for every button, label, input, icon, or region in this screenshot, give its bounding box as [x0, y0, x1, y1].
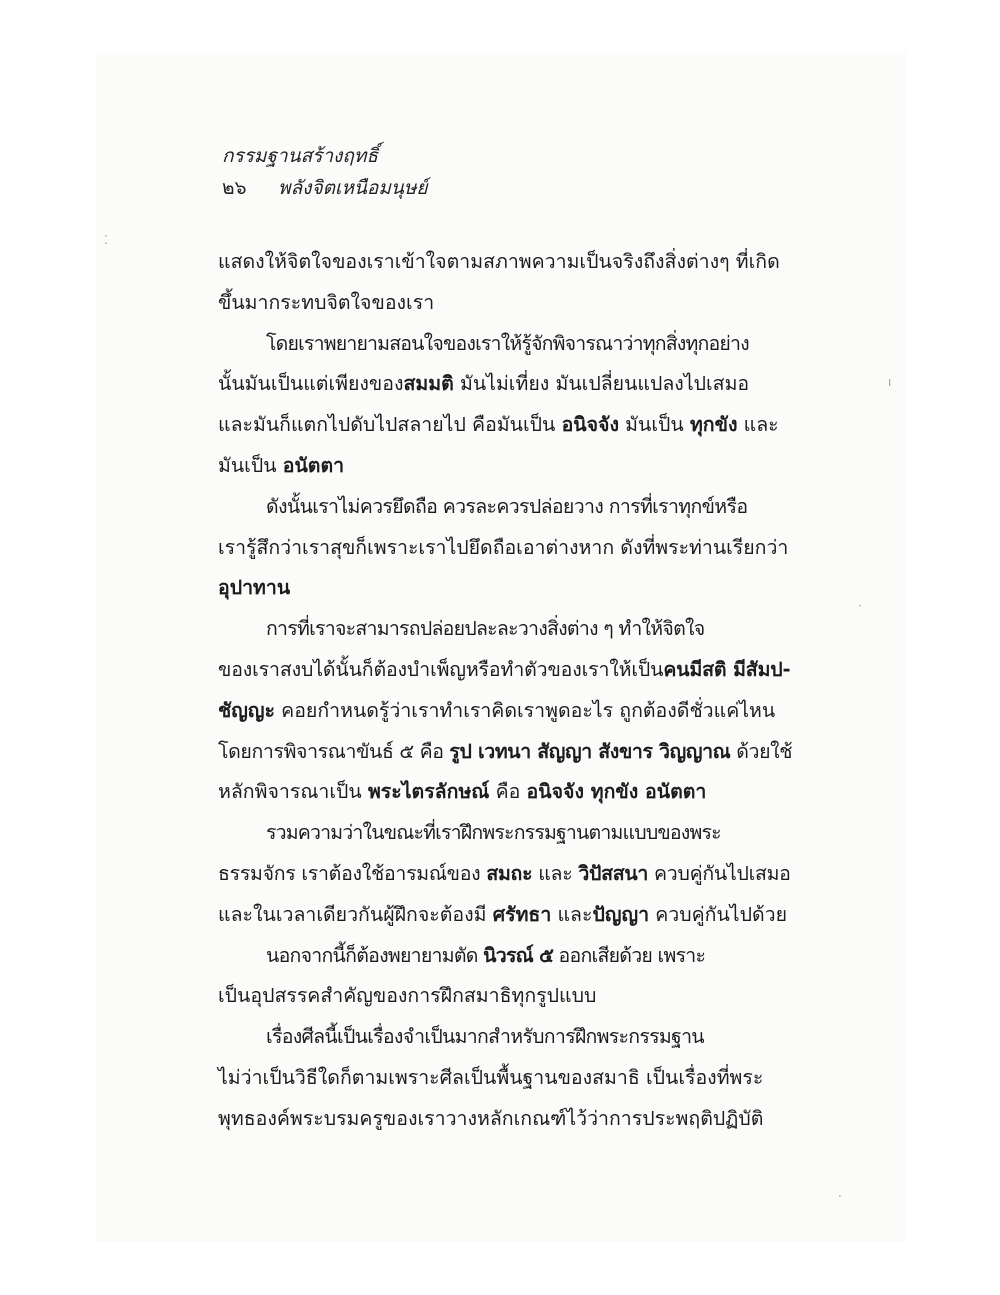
text-segment: ด้วยใช้: [730, 739, 793, 763]
text-line: [218, 650, 791, 691]
text-line: [218, 936, 778, 977]
bold-term: รูป เวทนา สัญญา สังขาร วิญญาณ: [449, 739, 731, 763]
text-segment: ไม่ว่าเป็นวิธีใดก็ตามเพราะศีลเป็นพื้นฐานของสมาธิ เป็นเรื่องที่พระ: [218, 1065, 764, 1089]
text-line: [218, 242, 778, 283]
book-title: กรรมฐานสร้างฤทธิ์: [222, 145, 378, 167]
scan-speck: ⁚: [104, 233, 108, 247]
text-segment: ดังนั้นเราไม่ควรยึดถือ ควรละควรปล่อยวาง การที่เราทุกข์หรือ: [266, 494, 748, 518]
text-segment: โดยเราพยายามสอนใจของเราให้รู้จักพิจารณาว่าทุกสิ่งทุกอย่าง: [266, 331, 749, 355]
text-line: [218, 691, 778, 732]
text-line: [218, 568, 778, 609]
bold-term: ปัญญา: [592, 902, 650, 926]
scan-speck: ·: [858, 599, 862, 613]
text-line: [218, 895, 788, 936]
text-segment: ควบคู่กันไปด้วย: [649, 902, 788, 926]
text-segment: ธรรมจักร เราต้องใช้อารมณ์ของ: [218, 861, 487, 885]
text-segment: โดยการพิจารณาขันธ์ ๕ คือ: [218, 739, 450, 763]
bold-term: ศรัทธา: [492, 902, 552, 926]
text-segment: ขึ้นมากระทบจิตใจของเรา: [218, 290, 435, 314]
text-segment: และในเวลาเดียวกันผู้ฝึกจะต้องมี: [218, 902, 493, 926]
bold-term: อนิจจัง: [561, 413, 619, 437]
text-segment: เป็นอุปสรรคสำคัญของการฝึกสมาธิทุกรูปแบบ: [218, 984, 597, 1008]
text-segment: ออกเสียด้วย เพราะ: [553, 943, 706, 967]
text-segment: เรารู้สึกว่าเราสุขก็เพราะเราไปยึดถือเอาต่างหาก ดังที่พระท่านเรียกว่า: [218, 535, 789, 559]
text-line: [218, 528, 789, 569]
text-line: [218, 1058, 778, 1099]
text-segment: นั้นมันเป็นแต่เพียงของ: [218, 372, 404, 396]
text-line: [218, 732, 793, 773]
text-segment: นอกจากนี้ก็ต้องพยายามตัด: [266, 943, 484, 967]
text-segment: พุทธองค์พระบรมครูของเราวางหลักเกณฑ์ไว้ว่าการประพฤติปฏิบัติ: [218, 1106, 764, 1130]
text-segment: การที่เราจะสามารถปล่อยปละละวางสิ่งต่าง ๆ ทำให้จิตใจ: [266, 617, 705, 641]
text-line: [218, 1099, 778, 1140]
running-header: [222, 140, 428, 204]
bold-term: ทุกขัง: [689, 413, 738, 437]
text-segment: หลักพิจารณาเป็น: [218, 780, 368, 804]
bold-term: วิปัสสนา: [578, 861, 649, 885]
text-line: [218, 854, 791, 895]
text-segment: และ: [737, 413, 779, 437]
text-line: [218, 446, 778, 487]
text-segment: มันเป็น: [218, 453, 283, 477]
bold-term: นิวรณ์ ๕: [483, 943, 554, 967]
text-segment: และ: [551, 902, 593, 926]
text-line: [218, 813, 778, 854]
text-segment: รวมความว่าในขณะที่เราฝึกพระกรรมฐานตามแบบของพระ: [266, 821, 721, 845]
bold-term: อนัตตา: [282, 453, 345, 477]
text-line: [218, 364, 778, 405]
bold-term: อุปาทาน: [218, 576, 291, 600]
header-page-line: [222, 172, 428, 204]
text-line: [218, 324, 778, 365]
page-number: ๒๖: [222, 177, 247, 199]
text-line: [218, 976, 778, 1017]
scan-speck: ı: [888, 375, 892, 389]
text-segment: แสดงให้จิตใจของเราเข้าใจตามสภาพความเป็นจริงถึงสิ่งต่างๆ ที่เกิด: [218, 250, 780, 273]
text-segment: และ: [532, 861, 579, 885]
bold-term: คนมีสติ มีสัมป-: [663, 657, 791, 681]
bold-term: สมถะ: [486, 861, 533, 885]
text-segment: มันเป็น: [618, 413, 690, 437]
bold-term: อนิจจัง ทุกขัง อนัตตา: [526, 780, 707, 804]
text-line: [218, 609, 778, 650]
bold-term: พระไตรลักษณ์: [367, 780, 490, 804]
text-segment: และมันก็แตกไปดับไปสลายไป คือมันเป็น: [218, 413, 562, 437]
text-line: [218, 405, 778, 446]
text-line: [218, 772, 778, 813]
chapter-title: พลังจิตเหนือมนุษย์: [278, 177, 428, 199]
text-segment: คือ: [489, 780, 527, 804]
text-segment: ของเราสงบได้นั้นก็ต้องบำเพ็ญหรือทำตัวของเราให้เป็น: [218, 657, 664, 681]
text-line: [218, 1017, 778, 1058]
text-segment: เรื่องศีลนี้เป็นเรื่องจำเป็นมากสำหรับการฝึกพระกรรมฐาน: [266, 1025, 704, 1049]
bold-term: สมมติ: [403, 372, 454, 396]
text-line: [218, 487, 778, 528]
scan-speck: ·: [838, 1189, 842, 1203]
bold-term: ชัญญะ: [218, 698, 275, 722]
text-segment: คอยกำหนดรู้ว่าเราทำเราคิดเราพูดอะไร ถูกต้องดีชั่วแค่ไหน: [274, 698, 776, 722]
text-segment: ควบคู่กันไปเสมอ: [648, 861, 791, 885]
text-line: [218, 283, 778, 324]
text-segment: มันไม่เที่ยง มันเปลี่ยนแปลงไปเสมอ: [453, 372, 750, 396]
body-text: [218, 242, 793, 1140]
